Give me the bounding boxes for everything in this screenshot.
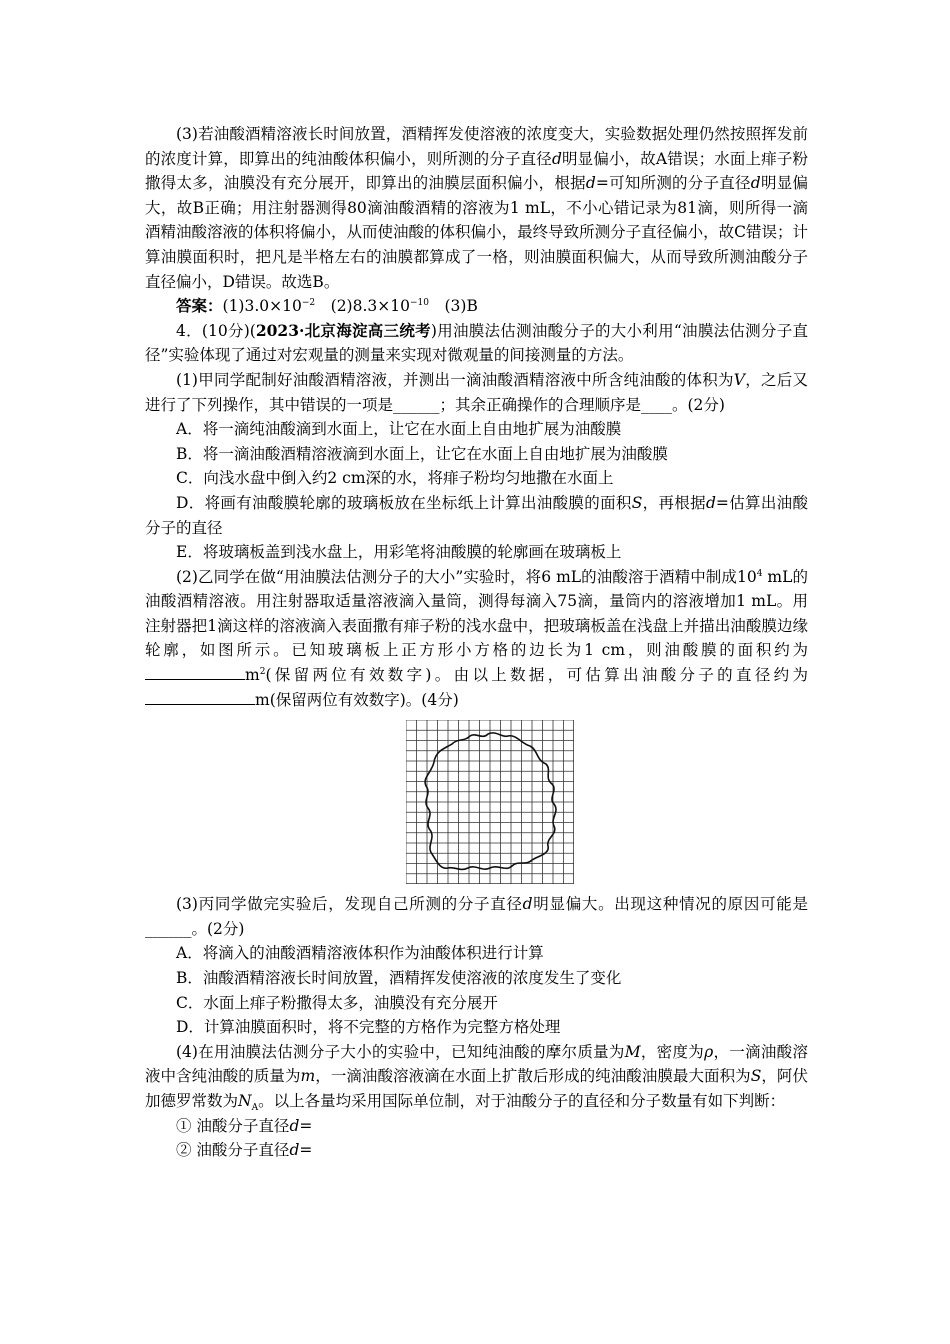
text: (保留两位有效数字)。由以上数据，可估算出油酸分子的直径约为 [265,666,808,685]
text: mL的油酸酒精溶液。用注射器取适量溶液滴入量筒，测得每滴入75滴，量筒内的溶液增加1 mL。用注射器把1滴这样的溶液滴入表面撒有痱子粉的浅水盘中，把玻璃板盖在浅盘上并描出油酸膜边缘轮廓，如图所示。已知玻璃板上正方形小方格的边长为1 cm，则油酸膜的面积约为 [145,567,808,660]
option-b: B．油酸酒精溶液长时间放置，酒精挥发使溶液的浓度发生了变化 [176,969,622,988]
text: m(保留两位有效数字)。(4分) [255,690,459,709]
option-a: A．将滴入的油酸酒精溶液体积作为油酸体积进行计算 [176,944,544,963]
text: (4)在用油膜法估测分子大小的实验中，已知纯油酸的摩尔质量为 [176,1042,625,1061]
text: ② 油酸分子直径 [176,1141,290,1160]
text: (3)丙同学做完实验后，发现自己所测的分子直径 [176,895,523,914]
var-d: d [522,895,533,914]
subscript: A [251,1103,259,1114]
var-d: d [585,174,596,193]
answer-blank-diameter[interactable] [145,689,255,705]
answer-line [145,294,808,319]
text: )用油膜法估测油酸分子的大小利用“油膜法估测分子直径”实验体现了通过对宏观量的测量来实现对微观量的间接测量的方法。 [145,321,808,365]
text: 明显偏大。出现这种情况的原因可能是______。(2分) [145,895,808,938]
answer-3: (3)B [444,297,478,316]
text: (2)乙同学在做“用油膜法估测分子的大小”实验时，将6 mL的油酸溶于酒精中制成10 [176,567,757,586]
text: D．将画有油酸膜轮廓的玻璃板放在坐标纸上计算出油酸膜的面积 [176,493,632,512]
var-S: S [750,1067,762,1086]
answer-2: (2)8.3×10 [330,297,410,316]
var-d: d [551,149,562,168]
text: ，再根据 [642,493,706,512]
answer-2-exp: −10 [409,298,429,308]
exponent: 2 [259,666,266,677]
judgement-2 [145,1138,808,1163]
var-N: N [238,1092,252,1110]
text: =可知所测的分子直径 [595,174,751,193]
var-S: S [631,493,643,512]
question-4-intro [145,319,808,368]
text: 明显偏小，故A错误；水面上痱子粉撒得太多，油膜没有充分展开，即算出的油膜层面积偏小，根据 [145,149,808,193]
text: ，密度为 [640,1042,705,1061]
text: (1)甲同学配制好油酸酒精溶液，并测出一滴油酸酒精溶液中所含纯油酸的体积为 [176,370,734,389]
subquestion-2 [145,565,808,713]
text: (3)若油酸酒精溶液长时间放置，酒精挥发使溶液的浓度变大，实验数据处理仍然按照挥发前的浓度计算，即算出的纯油酸体积偏小，则所测的分子直径 [145,125,808,168]
question-source: 2023·北京海淀高三统考 [255,320,431,340]
text: = [299,1116,313,1135]
subquestion-1 [145,368,808,417]
subquestion-3 [145,892,808,941]
option-c: C．向浅水盘中倒入约2 cm深的水，将痱子粉均匀地撒在水面上 [176,469,614,488]
text: ① 油酸分子直径 [176,1116,290,1135]
exponent: 4 [756,568,763,579]
oil-film-figure [145,720,808,884]
text: m [245,666,260,685]
var-d: d [750,174,761,193]
var-V: V [733,370,745,389]
text: 。以上各量均采用国际单位制，对于油酸分子的直径和分子数量有如下判断： [258,1092,786,1110]
option-b: B．将一滴油酸酒精溶液滴到水面上，让它在水面上自由地扩展为油酸膜 [176,444,668,463]
option-a: A．将一滴纯油酸滴到水面上，让它在水面上自由地扩展为油酸膜 [176,420,622,439]
explanation-paragraph [145,122,808,294]
var-d: d [289,1116,300,1135]
text: ，一滴油酸溶液滴在水面上扩散后形成的纯油酸油膜最大面积为 [315,1067,751,1086]
var-m: m [300,1067,316,1086]
var-rho: ρ [704,1042,714,1061]
answer-label: 答案： [176,296,223,316]
option-d [145,491,808,540]
answer-1-exp: −2 [301,298,316,308]
text: ，之后又进行了下列操作，其中错误的一项是______；其余正确操作的合理顺序是____。(2分) [145,370,808,414]
judgement-1 [145,1114,808,1139]
text: 明显偏大，故B正确；用注射器测得80滴油酸酒精的溶液为1 mL，不小心错记录为81滴，则所得一滴酒精油酸溶液的体积将偏小，从而使油酸的体积偏小，最终导致所测分子直径偏小，故C错误；计算油膜面积时，把凡是半格左右的油膜都算成了一格，则油膜面积偏大，从而导致所测油酸分子直径偏小，D错误。故选B。 [145,174,808,291]
question-number: 4．(10分)( [176,321,256,340]
text: ，阿伏加德罗常数为 [145,1067,808,1110]
oil-film-outline [425,733,556,870]
subquestion-4 [145,1040,808,1114]
var-M: M [624,1042,641,1061]
option-e: E．将玻璃板盖到浅水盘上，用彩笔将油酸膜的轮廓画在玻璃板上 [176,543,622,562]
answer-blank-area[interactable] [145,664,245,680]
answer-1: (1)3.0×10 [222,297,302,316]
text: = [299,1141,313,1160]
text: =估算出油酸分子的直径 [145,493,808,537]
text: ，一滴油酸溶液中含纯油酸的质量为 [145,1042,808,1086]
var-d: d [289,1141,300,1160]
document-page [145,122,808,1163]
option-c: C．水面上痱子粉撒得太多，油膜没有充分展开 [176,993,498,1012]
option-d: D．计算油膜面积时，将不完整的方格作为完整方格处理 [176,1018,561,1037]
oil-film-grid [406,720,574,884]
var-d: d [705,493,716,512]
